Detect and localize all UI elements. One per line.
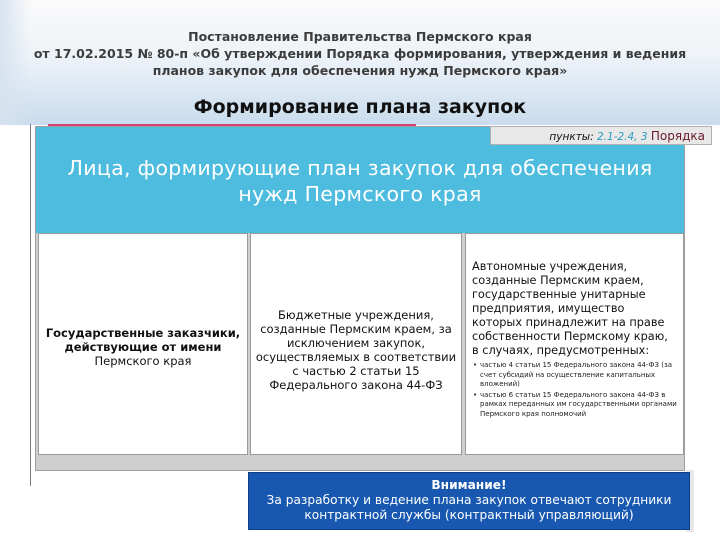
notice-line-1: За разработку и ведение плана закупок отвечают сотрудники — [266, 493, 672, 507]
box-customers — [38, 233, 248, 455]
heading-text: Лица, формирующие план закупок для обеспечения нужд Пермского края — [67, 156, 653, 206]
notice-line-2: контрактной службы (контрактный управляющий) — [304, 508, 634, 522]
autonomous-list — [472, 361, 677, 419]
slide-title: Формирование плана закупок — [193, 96, 527, 118]
notice-box — [248, 472, 690, 530]
box-budget-text: Бюджетные учреждения, созданные Пермским краем, за исключением закупок, осуществляемых в соответствии с частью 2 статьи 15 Федерального закона 44-ФЗ — [255, 308, 457, 392]
decree-line-3: планов закупок для обеспечения нужд Пермского края» — [152, 63, 568, 78]
list-item: • частью 6 статьи 15 Федерального закона 44-ФЗ в рамках переданных им государственными органами Пермского края полномочий — [472, 391, 677, 420]
customers-normal: Пермского края — [94, 354, 192, 368]
list-item: • частью 4 статьи 15 Федерального закона 44-ФЗ (за счет субсидий на осуществление капитальных вложений) — [472, 361, 677, 390]
title-underline — [48, 124, 416, 126]
points-doc: Порядка — [650, 129, 705, 143]
box-customers-text — [39, 326, 247, 368]
points-numbers: 2.1-2.4, 3 — [597, 131, 651, 143]
customers-bold: Государственные заказчики, действующие от имени — [45, 326, 241, 354]
decree-line-2: от 17.02.2015 № 80-п «Об утверждении Порядка формирования, утверждения и ведения — [33, 46, 687, 61]
decree-reference — [0, 28, 720, 79]
notice-heading: Внимание! — [431, 478, 507, 492]
points-prefix: пункты — [549, 131, 591, 143]
autonomous-intro: Автономные учреждения, созданные Пермским краем, государственные унитарные предприятия, имущество которых принадлежит на праве собственности Пермскому краю, в случаях, предусмотренных: — [472, 260, 668, 357]
left-guide-line — [30, 124, 31, 486]
points-tag: пункты: 2.1-2.4, 3 Порядка — [490, 126, 712, 145]
decree-line-1: Постановление Правительства Пермского края — [188, 29, 532, 44]
box-budget — [250, 233, 462, 455]
box-autonomous — [465, 233, 684, 455]
box-autonomous-text — [472, 260, 677, 419]
